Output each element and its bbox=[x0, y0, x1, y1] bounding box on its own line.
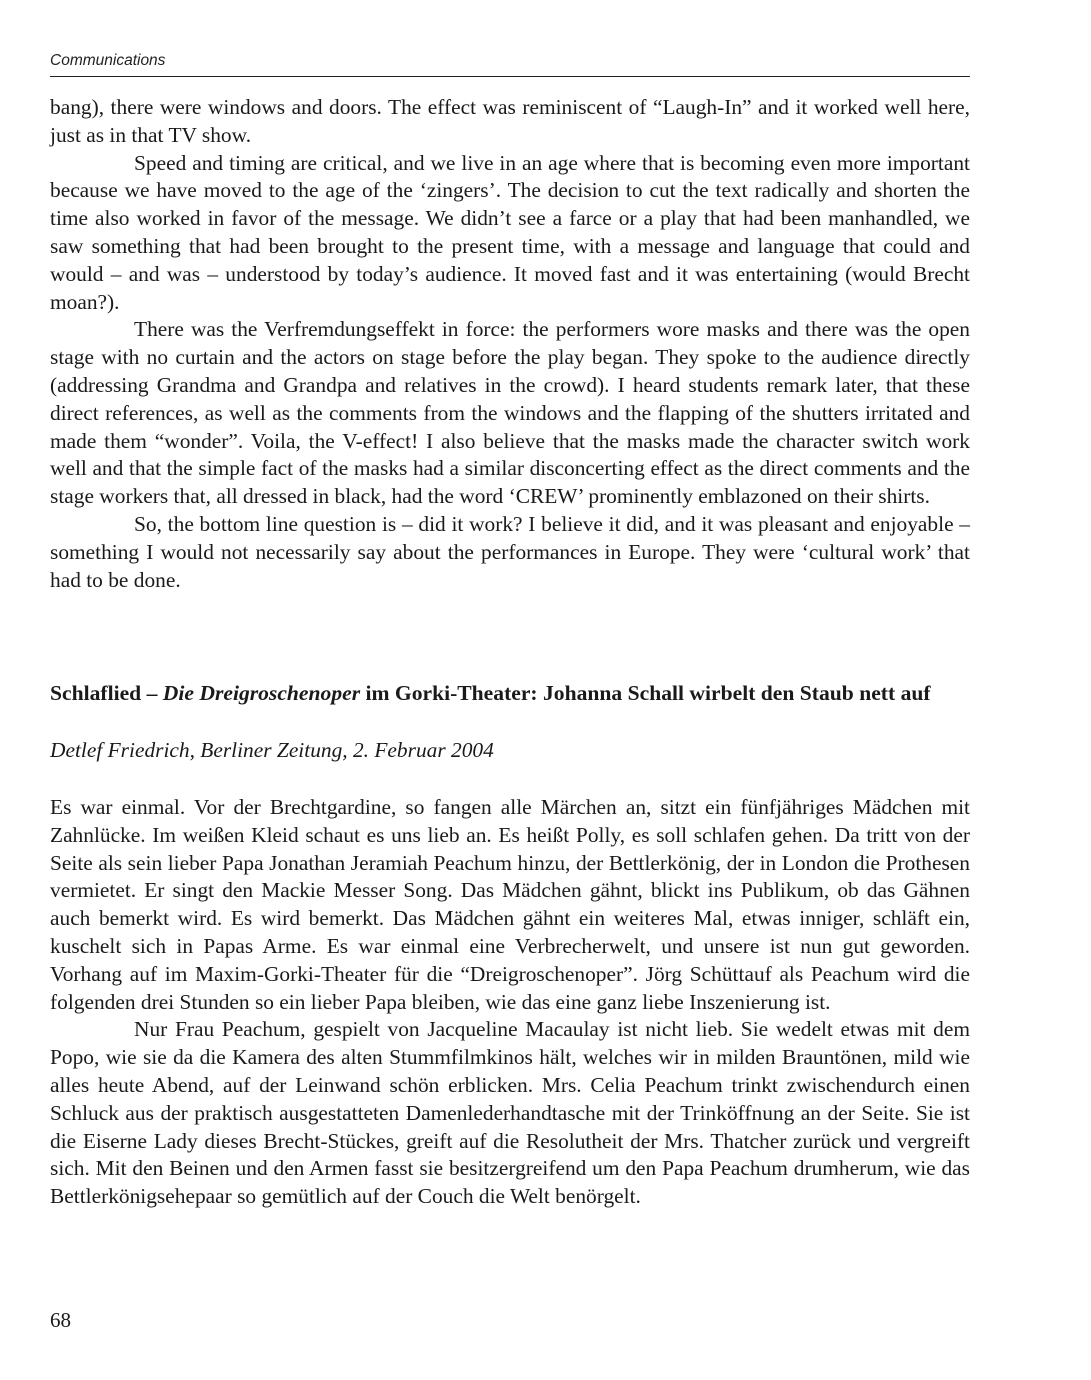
article-title-rest: im Gorki-Theater: Johanna Schall wirbelt den Staub nett auf bbox=[360, 681, 931, 705]
article-title-work: Die Dreigroschenoper bbox=[162, 681, 361, 705]
article-text bbox=[50, 794, 970, 1211]
header-rule bbox=[50, 76, 970, 77]
page-number: 68 bbox=[50, 1308, 71, 1332]
paragraph: bang), there were windows and doors. The effect was reminiscent of “Laugh-In” and it worked well here, just as in that TV show. bbox=[50, 95, 970, 147]
paragraph: Nur Frau Peachum, gespielt von Jacqueline Macaulay ist nicht lieb. Sie wedelt etwas mit dem Popo, wie sie da die Kamera des alten Stummfilmkinos hält, welches wir in milden Brauntönen, mild wie alles heute Abend, auf der Leinwand schön erblicken. Mrs. Celia Peachum trinkt zwischendurch einen Schluck aus der praktisch ausgestatteten Damenlederhandtasche mit der Trinköffnung an der Seite. Sie ist die Eiserne Lady dieses Brecht-Stückes, greift auf die Resolutheit der Mrs. Thatcher zurück und vergreift sich. Mit den Beinen und den Armen fasst sie besitzergreifend um den Papa Peachum drumherum, wie das Bettlerkönigsehepaar so gemütlich auf der Couch die Welt benörgelt. bbox=[50, 1017, 970, 1209]
running-head: Communications bbox=[50, 52, 166, 69]
article-title-lead: Schlaflied – bbox=[50, 681, 163, 705]
article-title bbox=[50, 679, 970, 707]
paragraph: Speed and timing are critical, and we live in an age where that is becoming even more important because we have moved to the age of the ‘zingers’. The decision to cut the text radically and shorten the time also worked in favor of the message. We didn’t see a farce or a play that had been manhandled, we saw something that had been brought to the present time, with a message and language that could and would – and was – understood by today’s audience. It moved fast and it was entertaining (would Brecht moan?). bbox=[50, 150, 970, 314]
paragraph: So, the bottom line question is – did it work? I believe it did, and it was pleasant and enjoyable – something I would not necessarily say about the performances in Europe. They were ‘cultural work’ that had to be done. bbox=[50, 511, 970, 592]
paragraph: There was the Verfremdungseffekt in force: the performers wore masks and there was the open stage with no curtain and the actors on stage before the play began. They spoke to the audience directly (addressing Grandma and Grandpa and relatives in the crowd). I heard students remark later, that these direct references, as well as the comments from the windows and the flapping of the shutters irritated and made them “wonder”. Voila, the V-effect! I also believe that the masks made the character switch work well and that the simple fact of the masks had a similar disconcerting effect as the direct comments and the stage workers that, all dressed in black, had the word ‘CREW’ prominently emblazoned on their shirts. bbox=[50, 317, 970, 509]
document-page bbox=[50, 0, 970, 1380]
article-byline: Detlef Friedrich, Berliner Zeitung, 2. Februar 2004 bbox=[50, 738, 494, 762]
paragraph: Es war einmal. Vor der Brechtgardine, so fangen alle Märchen an, sitzt ein fünfjähriges Mädchen mit Zahnlücke. Im weißen Kleid schaut es uns lieb an. Es heißt Polly, es soll schlafen gehen. Da tritt von der Seite als sein lieber Papa Jonathan Jeramiah Peachum hinzu, der Bettlerkönig, der in London die Prothesen vermietet. Er singt den Mackie Messer Song. Das Mädchen gähnt, blickt ins Publikum, ob das Gähnen auch bemerkt wird. Es wird bemerkt. Das Mädchen gähnt ein weiteres Mal, etwas inniger, schläft ein, kuschelt sich in Papas Arme. Es war einmal eine Verbrecherwelt, und unsere ist nun gut geworden. Vorhang auf im Maxim-Gorki-Theater für die “Dreigroschenoper”. Jörg Schüttauf als Peachum wird die folgenden drei Stunden so ein lieber Papa bleiben, wie das eine ganz liebe Inszenierung ist. bbox=[50, 795, 970, 1014]
review-text bbox=[50, 94, 970, 594]
